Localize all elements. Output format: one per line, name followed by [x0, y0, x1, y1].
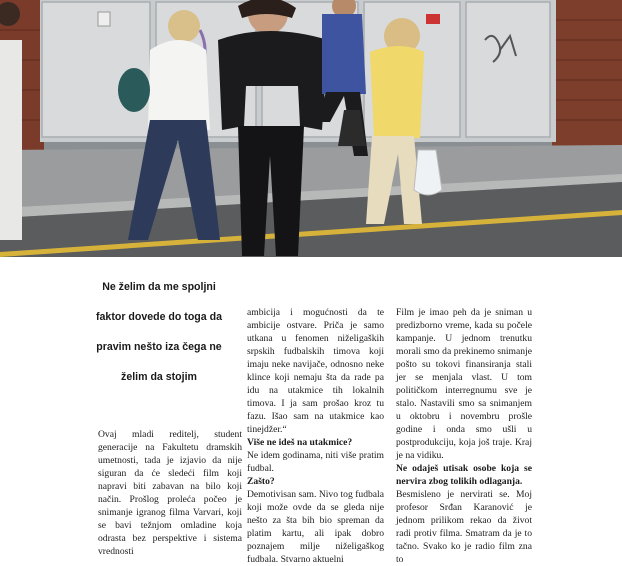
article-column-2	[247, 306, 384, 566]
body-paragraph: ambicija i mogućnosti da te ambicije ostvare. Priča je samo utkana u fenomen niželigaških srpskih fudbalskih timova koji imaju neke navijače, odnosno neke klince koji nemaju šta da rade pa idu na utakmice tih lokalnih timova. I ja sam prošao kroz tu fazu. Išao sam na utakmice kao tinejdžer.“	[247, 307, 384, 435]
interview-answer: Demotivisan sam. Nivo tog fudbala koji može ovde da se gleda nije nešto za šta bih bio spreman da platim kartu, ali ipak dobro poznajem milje niželigaškog fudbala. Stvarno aktuelni	[247, 489, 384, 565]
interview-answer: Besmisleno je nervirati se. Moj profesor Srđan Karanović je jednom prilikom rekao da život radi protiv filma. Smatram da je to tačno. Svako ko je radio film zna to	[396, 489, 532, 565]
interview-answer: Ne idem godinama, niti više pratim fudbal.	[247, 450, 384, 474]
pull-quote-line: pravim nešto iza čega ne	[96, 341, 222, 353]
article-column-3	[396, 306, 532, 566]
interview-question: Zašto?	[247, 476, 275, 487]
pull-quote-line: Ne želim da me spoljni	[102, 281, 216, 293]
interview-question: Više ne ideš na utakmice?	[247, 437, 353, 448]
body-paragraph: Ovaj mladi reditelj, student generacije na Fakultetu dramskih umetnosti, tada je izjavio da nije siguran da će sledeći film koji napravi biti zabavan na bilo koji način. Prošlog proleća počeo je snimanje igranog filma Varvari, koji se bavi težnjom omladine koja odrasta bez perspektive i sistema vrednosti	[98, 429, 242, 557]
pull-quote	[80, 280, 238, 400]
pull-quote-line: želim da stojim	[121, 371, 197, 383]
body-paragraph: Film je imao peh da je sniman u predizborno vreme, kada su počele kampanje. U jednom trenutku morali smo da prekinemo snimanje pošto su tokovi finansiranja stali jer se menjala vlast. U tom političkom interregnumu sve je stalo. Nastavili smo sa snimanjem u oktobru i novembru prošle godine i onda smo ušli u postprodukciju, koja još traje. Kraj je na vidiku.	[396, 307, 532, 461]
article-column-1	[98, 428, 242, 558]
article-photo	[0, 0, 622, 257]
pull-quote-line: faktor dovede do toga da	[96, 311, 222, 323]
interview-question: Ne odaješ utisak osobe koja se nervira zbog tolikih odlaganja.	[396, 463, 532, 487]
